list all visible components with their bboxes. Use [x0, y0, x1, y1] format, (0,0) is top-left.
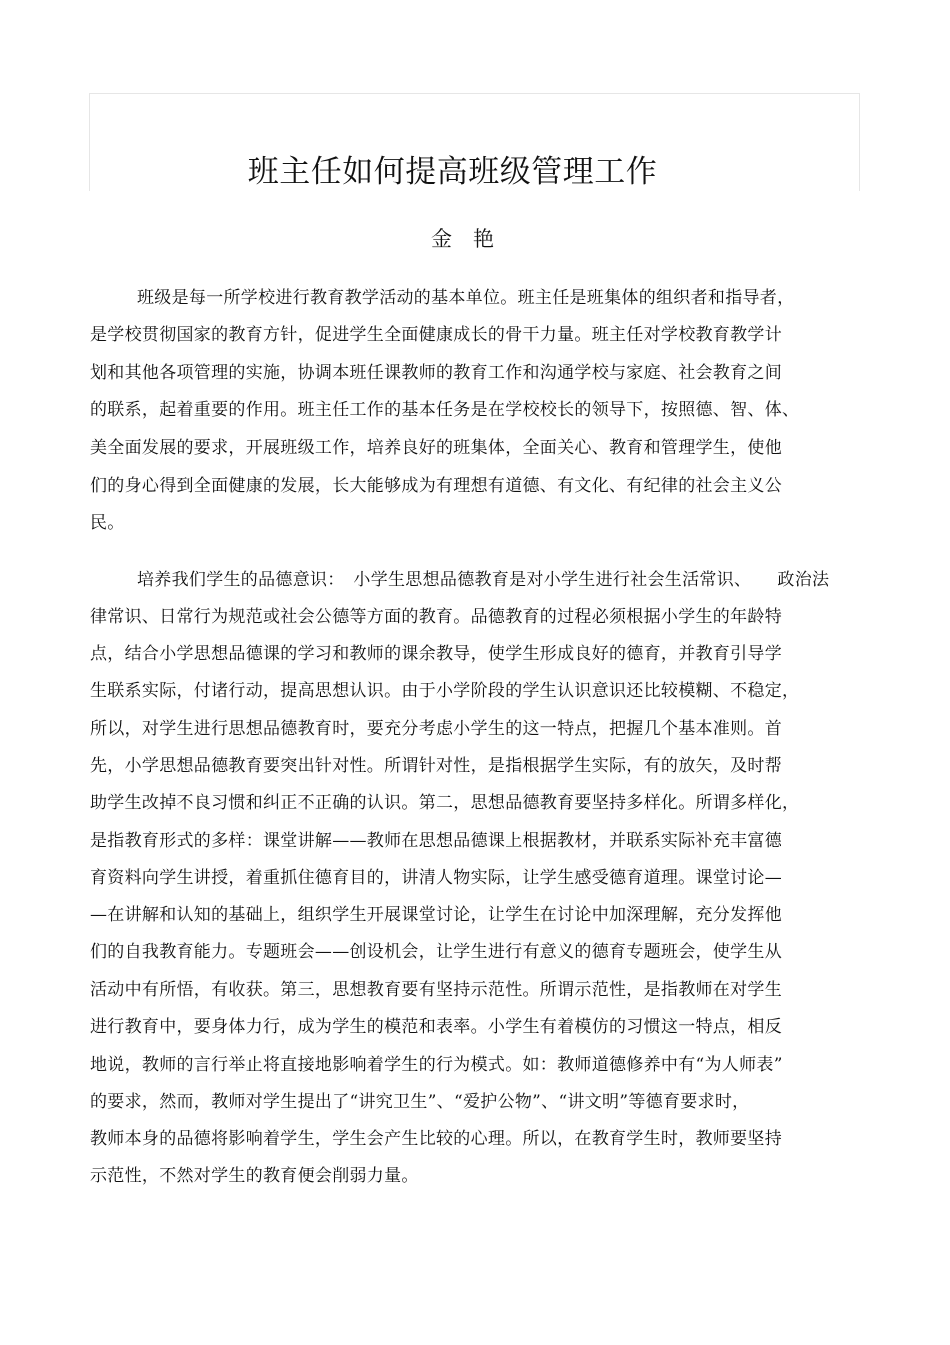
page-title: 班主任如何提高班级管理工作	[247, 154, 658, 190]
paragraph-1-line: 的联系，起着重要的作用。班主任工作的基本任务是在学校校长的领导下，按照德、智、体、	[90, 400, 800, 420]
paragraph-2-line: 培养我们学生的品德意识： 小学生思想品德教育是对小学生进行社会生活常识、 政治法	[137, 570, 830, 590]
paragraph-2-line: 教师本身的品德将影响着学生，学生会产生比较的心理。所以，在教育学生时，教师要坚持	[90, 1129, 782, 1149]
paragraph-2-line: 活动中有所悟，有收获。第三，思想教育要有坚持示范性。所谓示范性，是指教师在对学生	[90, 980, 782, 1000]
paragraph-2-line: 的要求，然而，教师对学生提出了“讲究卫生”、“爱护公物”、“讲文明”等德育要求时，	[90, 1092, 750, 1112]
paragraph-2-line: 律常识、日常行为规范或社会公德等方面的教育。品德教育的过程必须根据小学生的年龄特	[90, 607, 782, 627]
paragraph-2-line: 先，小学思想品德教育要突出针对性。所谓针对性，是指根据学生实际，有的放矢，及时帮	[90, 756, 782, 776]
paragraph-2-line: 地说，教师的言行举止将直接地影响着学生的行为模式。如：教师道德修养中有“为人师表”	[90, 1055, 783, 1075]
paragraph-2-line: 助学生改掉不良习惯和纠正不正确的认识。第二，思想品德教育要坚持多样化。所谓多样化，	[90, 793, 800, 813]
paragraph-2-line: 进行教育中，要身体力行，成为学生的模范和表率。小学生有着模仿的习惯这一特点，相反	[90, 1017, 782, 1037]
author-name: 金 艳	[431, 227, 494, 251]
paragraph-2-line: —在讲解和认知的基础上，组织学生开展课堂讨论，让学生在讨论中加深理解，充分发挥他	[90, 905, 782, 925]
paragraph-1-line: 美全面发展的要求，开展班级工作，培养良好的班集体，全面关心、教育和管理学生，使他	[90, 438, 782, 458]
paragraph-1-line: 是学校贯彻国家的教育方针，促进学生全面健康成长的骨干力量。班主任对学校教育教学计	[90, 325, 782, 345]
paragraph-2-line: 示范性，不然对学生的教育便会削弱力量。	[90, 1166, 419, 1186]
paragraph-2-line: 生联系实际，付诸行动，提高思想认识。由于小学阶段的学生认识意识还比较模糊、不稳定，	[90, 681, 800, 701]
paragraph-1-line: 划和其他各项管理的实施，协调本班任课教师的教育工作和沟通学校与家庭、社会教育之间	[90, 363, 782, 383]
paragraph-2-line: 们的自我教育能力。专题班会——创设机会，让学生进行有意义的德育专题班会，使学生从	[90, 942, 782, 962]
paragraph-1-line: 民。	[90, 513, 125, 533]
paragraph-2-line: 所以，对学生进行思想品德教育时，要充分考虑小学生的这一特点，把握几个基本准则。首	[90, 719, 782, 739]
paragraph-1-line: 班级是每一所学校进行教育教学活动的基本单位。班主任是班集体的组织者和指导者，	[137, 288, 795, 308]
paragraph-1-line: 们的身心得到全面健康的发展，长大能够成为有理想有道德、有文化、有纪律的社会主义公	[90, 476, 782, 496]
paragraph-2-line: 育资料向学生讲授，着重抓住德育目的，讲清人物实际，让学生感受德育道理。课堂讨论—	[90, 868, 782, 888]
paragraph-2-line: 是指教育形式的多样：课堂讲解——教师在思想品德课上根据教材，并联系实际补充丰富德	[90, 831, 782, 851]
paragraph-2-line: 点，结合小学思想品德课的学习和教师的课余教导，使学生形成良好的德育，并教育引导学	[90, 644, 782, 664]
